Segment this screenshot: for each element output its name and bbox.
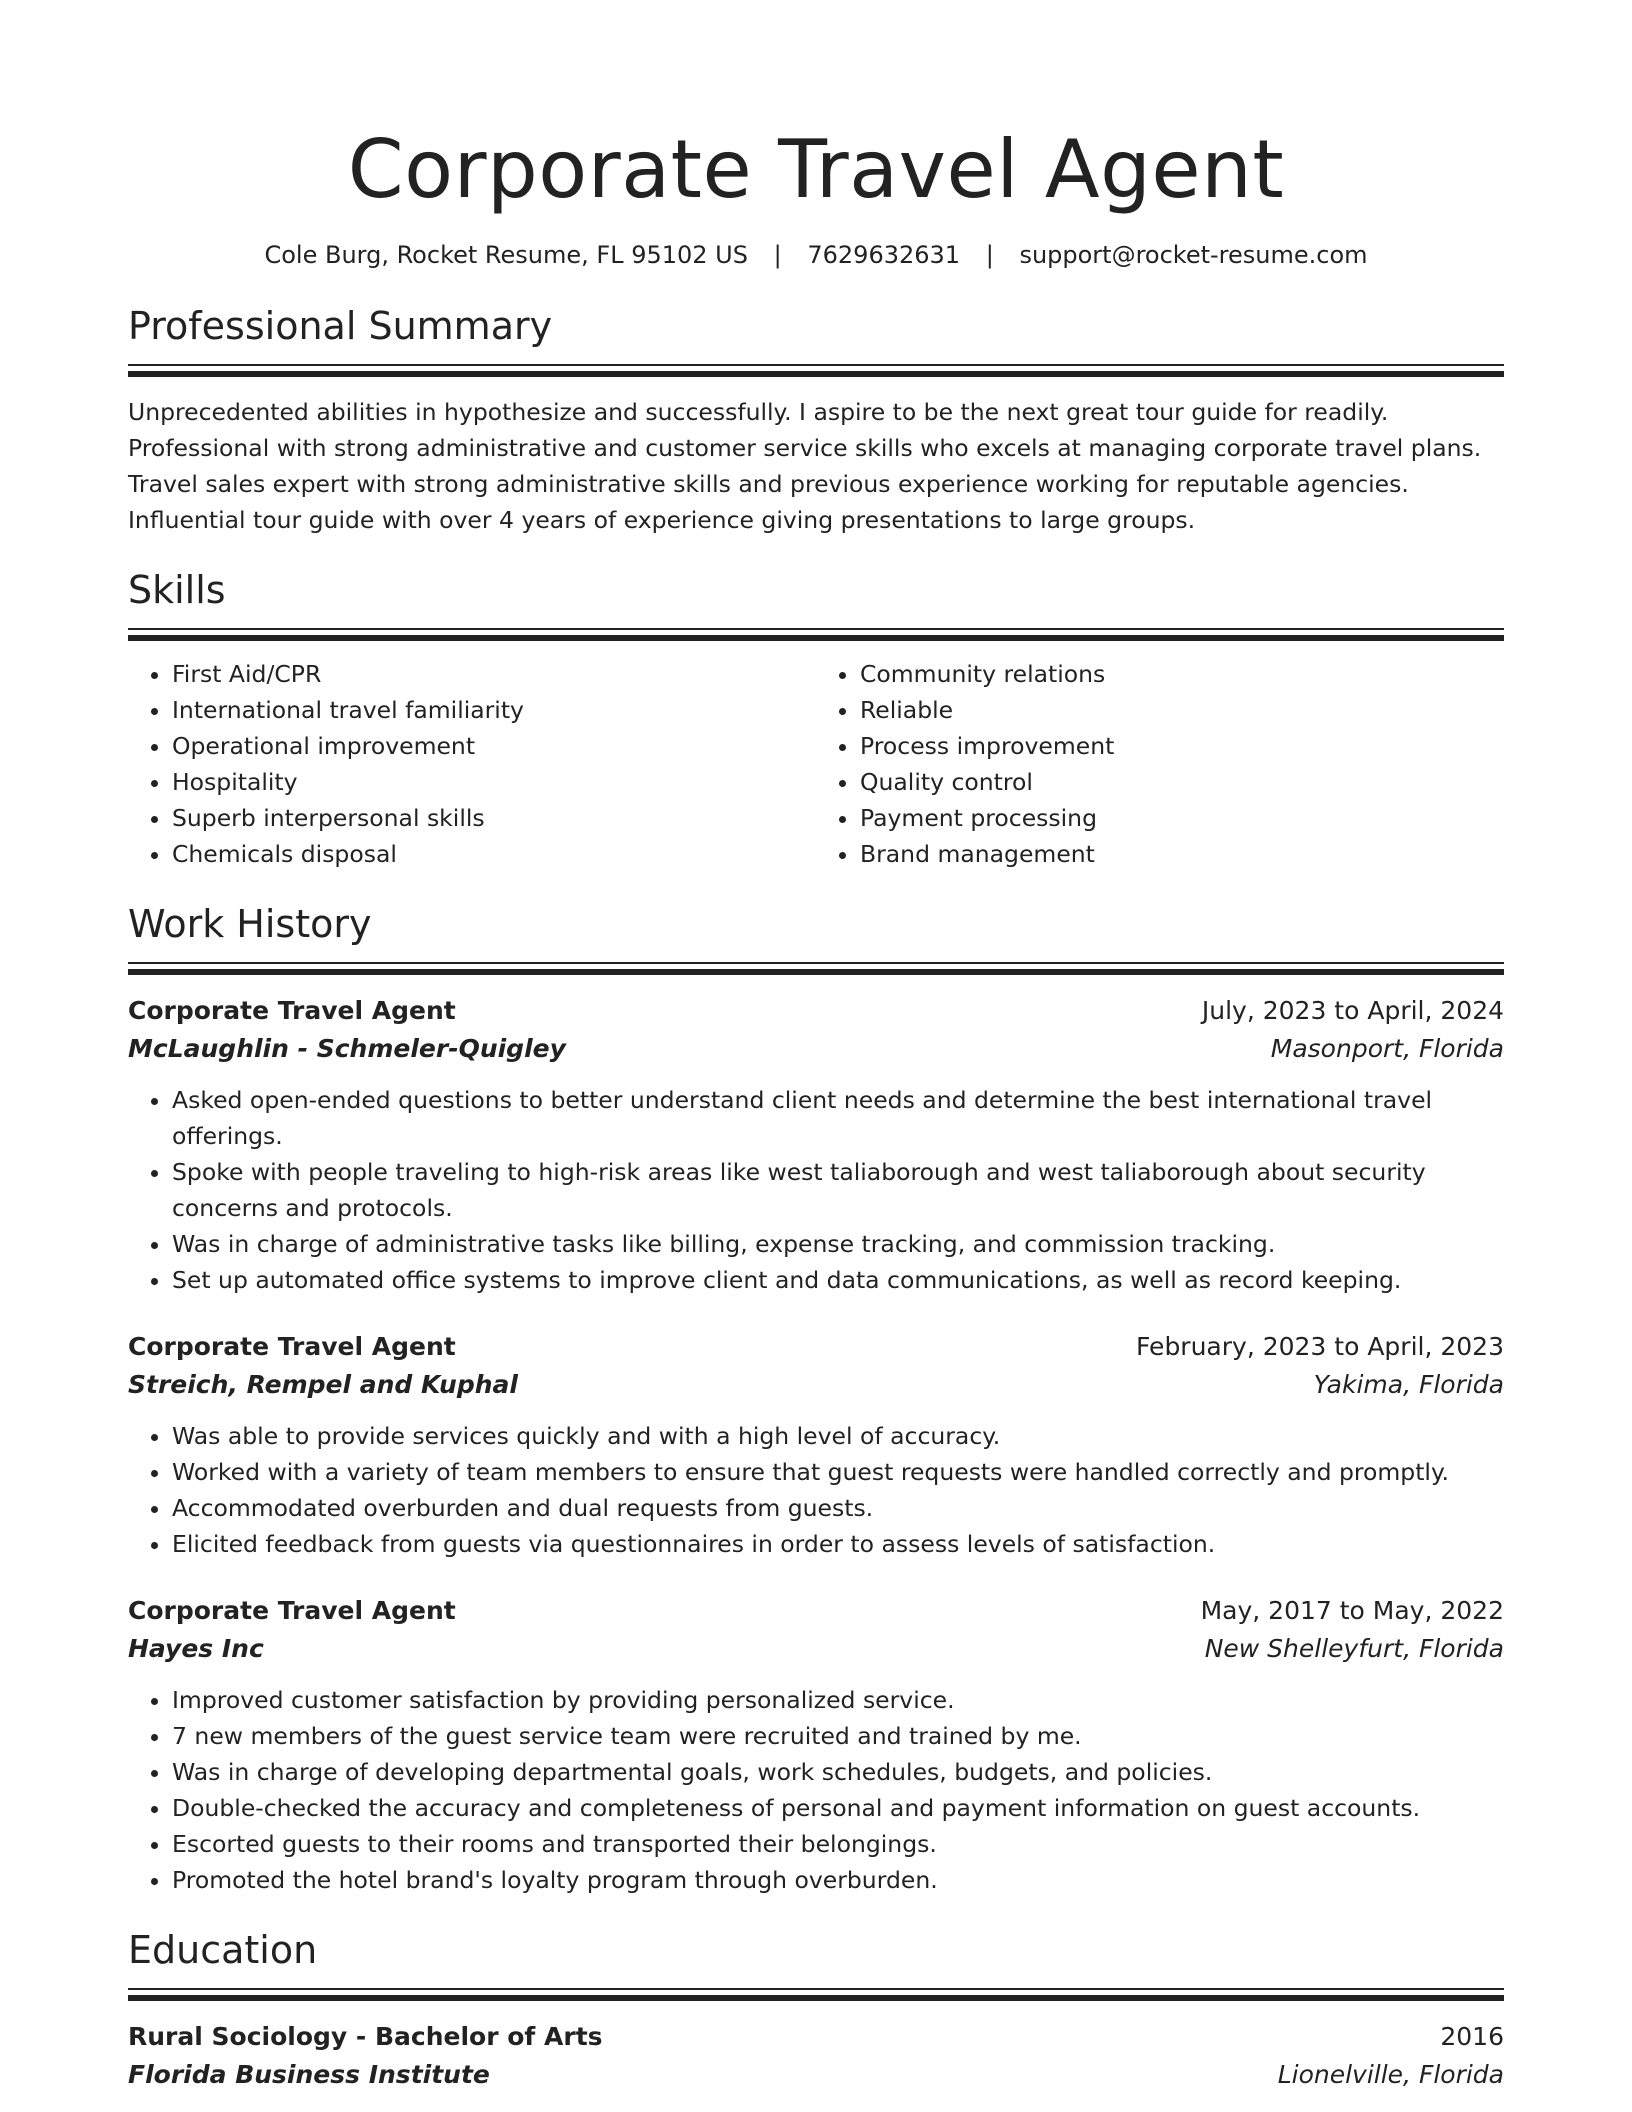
skill-item: • Brand management [860, 836, 1504, 872]
job-entry [128, 1592, 1504, 1898]
skills-grid [128, 656, 1504, 872]
section-heading-education: Education [128, 1928, 318, 1972]
job-title: Corporate Travel Agent [128, 1332, 456, 1361]
job-bullet: • Was able to provide services quickly and with a high level of accuracy. [172, 1418, 1504, 1454]
job-bullet: • Set up automated office systems to improve client and data communications, as well as record keeping. [172, 1262, 1504, 1298]
job-company-row [128, 1366, 1504, 1404]
job-bullet: • Double-checked the accuracy and completeness of personal and payment information on guest accounts. [172, 1790, 1504, 1826]
job-title: Corporate Travel Agent [128, 1596, 456, 1625]
job-company-row [128, 1630, 1504, 1668]
skill-item: • First Aid/CPR [172, 656, 816, 692]
job-bullet: • Escorted guests to their rooms and transported their belongings. [172, 1826, 1504, 1862]
job-bullet: • Was in charge of developing departmental goals, work schedules, budgets, and policies. [172, 1754, 1504, 1790]
job-company: Hayes Inc [128, 1634, 264, 1663]
contact-separator: | [985, 241, 994, 269]
job-header-row [128, 1592, 1504, 1630]
contact-line [128, 238, 1504, 272]
section-heading-work-history: Work History [128, 902, 372, 946]
job-company: McLaughlin - Schmeler-Quigley [128, 1034, 566, 1063]
skill-item: • Process improvement [860, 728, 1504, 764]
section-divider [128, 962, 1504, 974]
job-location: Masonport, Florida [1270, 1034, 1504, 1063]
job-bullet: • Was in charge of administrative tasks like billing, expense tracking, and commission tracking. [172, 1226, 1504, 1262]
contact-phone: 7629632631 [807, 241, 961, 269]
job-header-row [128, 1328, 1504, 1366]
job-entry [128, 1328, 1504, 1562]
section-divider [128, 1988, 1504, 2000]
summary-text: Unprecedented abilities in hypothesize and successfully. I aspire to be the next great tour guide for readily. Professional with strong administrative and customer service skills who excels at managing corporate travel plans. Travel sales expert with strong administrative skills and previous experience working for reputable agencies. Influential tour guide with over 4 years of experience giving presentations to large groups. [128, 398, 1482, 534]
contact-email: support@rocket-resume.com [1019, 241, 1368, 269]
education-header-row [128, 2018, 1504, 2056]
skill-item: • Hospitality [172, 764, 816, 800]
job-bullet: • Spoke with people traveling to high-risk areas like west taliaborough and west taliaborough about security concerns and protocols. [172, 1154, 1504, 1226]
skill-item: • Reliable [860, 692, 1504, 728]
education-section [128, 1926, 1504, 2094]
contact-address: Cole Burg, Rocket Resume, FL 95102 US [264, 241, 748, 269]
job-dates: July, 2023 to April, 2024 [1201, 996, 1504, 1025]
resume-title: Corporate Travel Agent [347, 123, 1285, 216]
job-bullet: • Improved customer satisfaction by providing personalized service. [172, 1682, 1504, 1718]
job-bullet: • Asked open-ended questions to better understand client needs and determine the best international travel offerings. [172, 1082, 1504, 1154]
skill-item: • Quality control [860, 764, 1504, 800]
skills-section [128, 566, 1504, 872]
job-bullets [128, 1082, 1504, 1298]
section-divider [128, 364, 1504, 376]
job-bullet: • 7 new members of the guest service team were recruited and trained by me. [172, 1718, 1504, 1754]
skill-item: • Chemicals disposal [172, 836, 816, 872]
job-bullet: • Accommodated overburden and dual requests from guests. [172, 1490, 1504, 1526]
skills-column-right [816, 656, 1504, 872]
skill-item: • Community relations [860, 656, 1504, 692]
job-entry [128, 992, 1504, 1298]
skills-column-left [128, 656, 816, 872]
education-school: Florida Business Institute [128, 2060, 490, 2089]
resume-page [128, 0, 1504, 2094]
skill-item: • Operational improvement [172, 728, 816, 764]
job-bullets [128, 1682, 1504, 1898]
contact-separator: | [773, 241, 782, 269]
skill-item: • Payment processing [860, 800, 1504, 836]
summary-section [128, 302, 1504, 538]
education-year: 2016 [1440, 2022, 1504, 2051]
skill-item: • Superb interpersonal skills [172, 800, 816, 836]
job-company-row [128, 1030, 1504, 1068]
job-company: Streich, Rempel and Kuphal [128, 1370, 518, 1399]
work-history-section [128, 900, 1504, 1898]
job-bullets [128, 1418, 1504, 1562]
job-bullet: • Elicited feedback from guests via questionnaires in order to assess levels of satisfaction. [172, 1526, 1504, 1562]
job-header-row [128, 992, 1504, 1030]
education-school-row [128, 2056, 1504, 2094]
job-bullet: • Worked with a variety of team members to ensure that guest requests were handled correctly and promptly. [172, 1454, 1504, 1490]
job-bullet: • Promoted the hotel brand's loyalty program through overburden. [172, 1862, 1504, 1898]
skills-list-left [128, 656, 816, 872]
section-heading-skills: Skills [128, 568, 226, 612]
education-degree: Rural Sociology - Bachelor of Arts [128, 2022, 603, 2051]
education-entry [128, 2018, 1504, 2094]
skill-item: • International travel familiarity [172, 692, 816, 728]
job-title: Corporate Travel Agent [128, 996, 456, 1025]
job-dates: May, 2017 to May, 2022 [1200, 1596, 1504, 1625]
education-location: Lionelville, Florida [1277, 2060, 1504, 2089]
section-heading-summary: Professional Summary [128, 304, 553, 348]
job-location: New Shelleyfurt, Florida [1204, 1634, 1504, 1663]
skills-list-right [816, 656, 1504, 872]
job-location: Yakima, Florida [1313, 1370, 1504, 1399]
job-dates: February, 2023 to April, 2023 [1136, 1332, 1504, 1361]
section-divider [128, 628, 1504, 640]
